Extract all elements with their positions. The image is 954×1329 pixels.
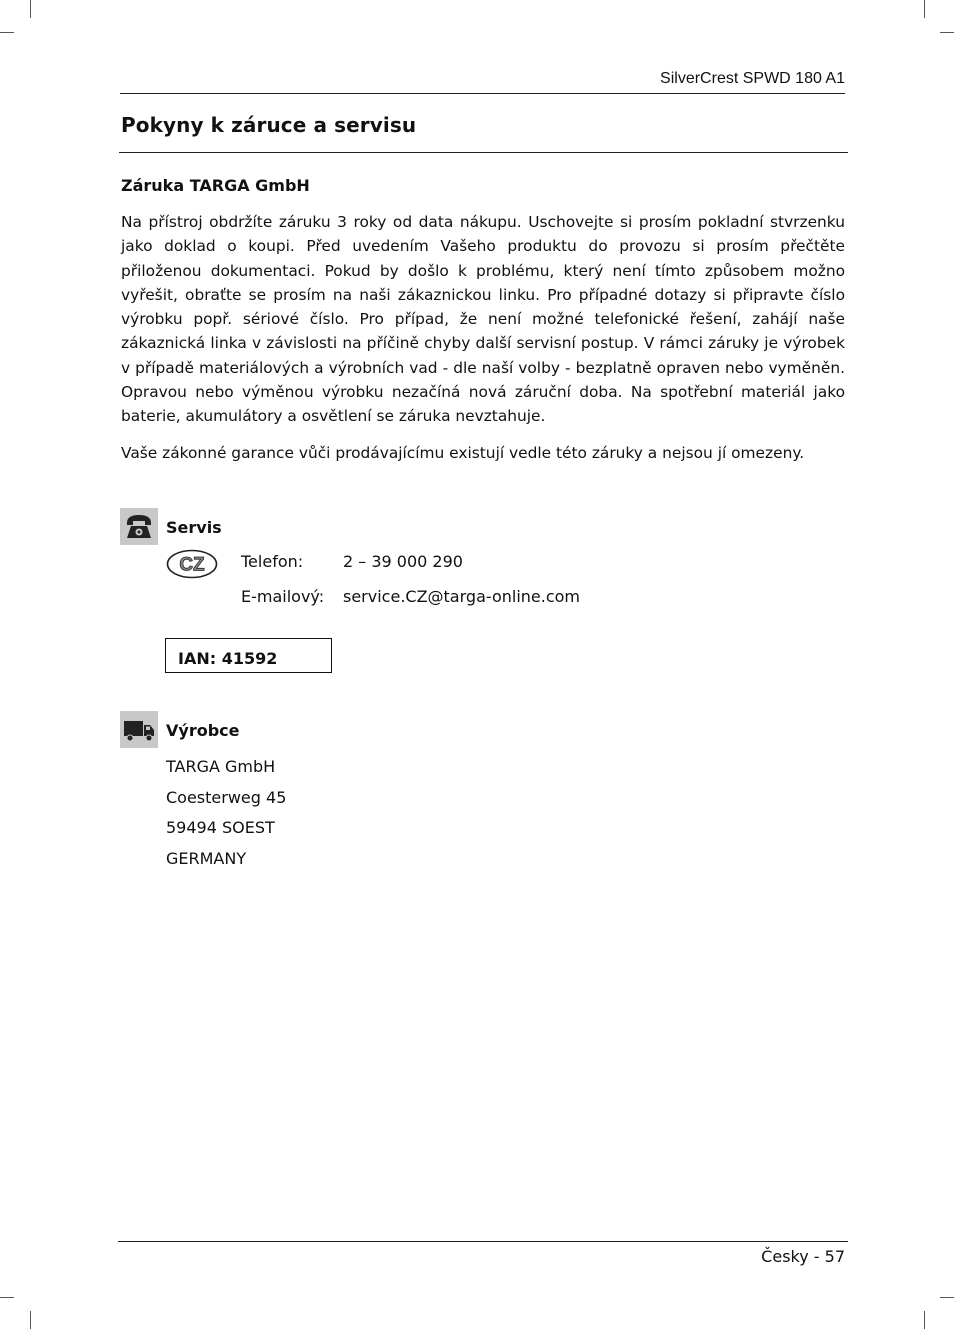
- address-line: TARGA GmbH: [166, 757, 276, 776]
- crop-mark: [30, 1311, 31, 1329]
- header-rule: [120, 93, 845, 94]
- legal-guarantee-paragraph: Vaše zákonné garance vůči prodávajícímu existují vedle této záruky a nejsou jí omezeny.: [121, 444, 805, 462]
- warranty-paragraph: Na přístroj obdržíte záruku 3 roky od data nákupu. Uschovejte si prosím pokladní stvrzenku jako doklad o koupi. Před uvedením Vašeho produktu do provozu si prosím přečtěte přiloženou dokumentaci. Pokud by došlo k problému, který není tímto způsobem možno vyřešit, obraťte se prosím na naši zákaznickou linku. Pro případné dotazy si připravte číslo výrobku popř. sériové číslo. Pro případ, že není možné telefonické řešení, zahájí naše zákaznická linka v závislosti na příčině chyby další servisní postup. V rámci záruky je výrobek v případě materiálových a výrobních vad - dle naší volby - bezplatně opraven nebo vyměněn. Opravou nebo výměnou výrobku nezačíná nová záruční doba. Na spotřební materiál jako baterie, akumulátory a osvětlení se záruka nevztahuje.: [121, 213, 845, 426]
- manufacturer-heading: Výrobce: [166, 721, 240, 740]
- crop-mark: [924, 0, 925, 18]
- ian-number: IAN: 41592: [178, 649, 278, 668]
- crop-mark: [924, 1311, 925, 1329]
- page-title: Pokyny k záruce a servisu: [121, 113, 417, 137]
- crop-mark: [0, 32, 14, 33]
- address-line: Coesterweg 45: [166, 788, 287, 807]
- country-badge-label: CZ: [179, 554, 205, 576]
- email-label: E-mailový:: [241, 587, 325, 606]
- phone-value: 2 – 39 000 290: [343, 552, 463, 571]
- crop-mark: [940, 1297, 954, 1298]
- warranty-heading: Záruka TARGA GmbH: [121, 176, 310, 195]
- footer-rule: [118, 1241, 848, 1242]
- ian-box: [165, 638, 332, 673]
- crop-mark: [0, 1297, 14, 1298]
- crop-mark: [940, 32, 954, 33]
- email-value: service.CZ@targa-online.com: [343, 587, 580, 606]
- running-header: SilverCrest SPWD 180 A1: [660, 70, 845, 87]
- telephone-icon: [120, 508, 158, 545]
- phone-label: Telefon:: [241, 552, 304, 571]
- page-number: Česky - 57: [761, 1247, 845, 1266]
- country-badge: [166, 549, 218, 579]
- title-rule: [119, 152, 848, 153]
- address-line: 59494 SOEST: [166, 818, 275, 837]
- service-heading: Servis: [166, 518, 222, 537]
- crop-mark: [30, 0, 31, 18]
- address-line: GERMANY: [166, 849, 247, 868]
- truck-icon: [120, 711, 158, 748]
